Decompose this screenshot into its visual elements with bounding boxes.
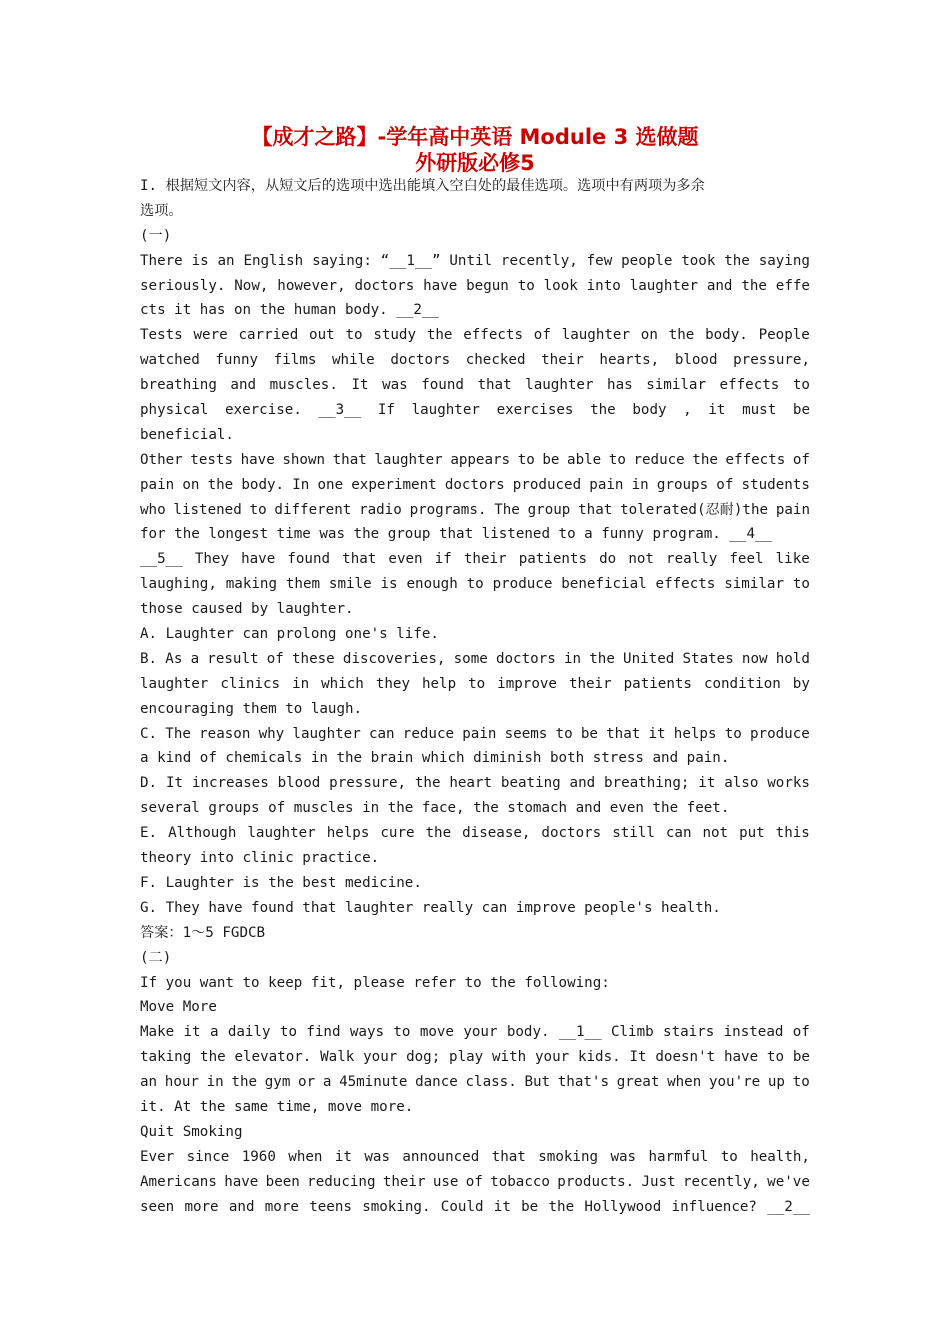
text-line: several groups of muscles in the face, the stomach and even the feet. [140, 800, 730, 817]
text-line: Make it a daily to find ways to move your body. __1__ Climb stairs instead of [140, 1024, 810, 1041]
document-title-line-1: 【成才之路】-学年高中英语 Module 3 选做题 [251, 125, 699, 149]
text-line: laughing, making them smile is enough to produce beneficial effects similar to [140, 576, 810, 593]
text-line: F. Laughter is the best medicine. [140, 874, 422, 891]
text-line: breathing and muscles. It was found that laughter has similar effects to [140, 377, 810, 394]
text-line: 答案：1～5 FGDCB [140, 924, 266, 941]
text-line: I. 根据短文内容，从短文后的选项中选出能填入空白处的最佳选项。选项中有两项为多余 [140, 178, 705, 194]
text-line: Move More [140, 999, 217, 1016]
text-line: A. Laughter can prolong one's life. [140, 626, 439, 643]
text-line: Tests were carried out to study the effects of laughter on the body. People [140, 327, 810, 344]
text-line: who listened to different radio programs. The group that tolerated(忍耐)the pain [140, 501, 810, 518]
text-line: (二) [140, 949, 172, 966]
text-line: for the longest time was the group that listened to a funny program. __4__ [140, 526, 773, 543]
text-line: If you want to keep fit, please refer to the following: [140, 974, 610, 991]
text-line: (一) [140, 227, 172, 244]
text-line: seriously. Now, however, doctors have begun to look into laughter and the effe [140, 277, 810, 294]
text-line: B. As a result of these discoveries, some doctors in the United States now hold [140, 650, 810, 667]
text-line: theory into clinic practice. [140, 850, 380, 867]
text-line: G. They have found that laughter really can improve people's health. [140, 899, 721, 916]
text-line: taking the elevator. Walk your dog; play with your kids. It doesn't have to be [140, 1049, 810, 1066]
text-line: watched funny films while doctors checked their hearts, blood pressure, [140, 352, 810, 369]
text-line: Other tests have shown that laughter appears to be able to reduce the effects of [140, 451, 810, 468]
text-line: a kind of chemicals in the brain which diminish both stress and pain. [140, 750, 730, 767]
text-line: encouraging them to laugh. [140, 700, 363, 717]
document-body [140, 174, 810, 1219]
text-line: those caused by laughter. [140, 601, 354, 618]
text-line: 选项。 [140, 202, 183, 219]
text-line: beneficial. [140, 426, 234, 443]
text-line: seen more and more teens smoking. Could it be the Hollywood influence? __2__ [140, 1198, 810, 1215]
text-line: There is an English saying: “__1__” Until recently, few people took the saying [140, 252, 810, 269]
text-line: cts it has on the human body. __2__ [140, 302, 439, 319]
text-line: E. Although laughter helps cure the disease, doctors still can not put this [140, 825, 810, 842]
text-line: Americans have been reducing their use of tobacco products. Just recently, we've [140, 1173, 810, 1190]
text-line: D. It increases blood pressure, the heart beating and breathing; it also works [140, 775, 810, 792]
text-line: an hour in the gym or a 45minute dance class. But that's great when you're up to [140, 1074, 810, 1091]
document-title-line-2: 外研版必修5 [415, 151, 535, 175]
text-line: it. At the same time, move more. [140, 1098, 414, 1115]
text-line: __5__ They have found that even if their patients do not really feel like [140, 551, 810, 568]
text-line: Ever since 1960 when it was announced that smoking was harmful to health, [140, 1148, 810, 1165]
text-line: physical exercise. __3__ If laughter exercises the body , it must be [140, 402, 810, 419]
text-line: C. The reason why laughter can reduce pain seems to be that it helps to produce [140, 725, 810, 742]
text-line: laughter clinics in which they help to improve their patients condition by [140, 675, 810, 692]
text-line: pain on the body. In one experiment doctors produced pain in groups of students [140, 476, 810, 493]
text-line: Quit Smoking [140, 1123, 243, 1140]
